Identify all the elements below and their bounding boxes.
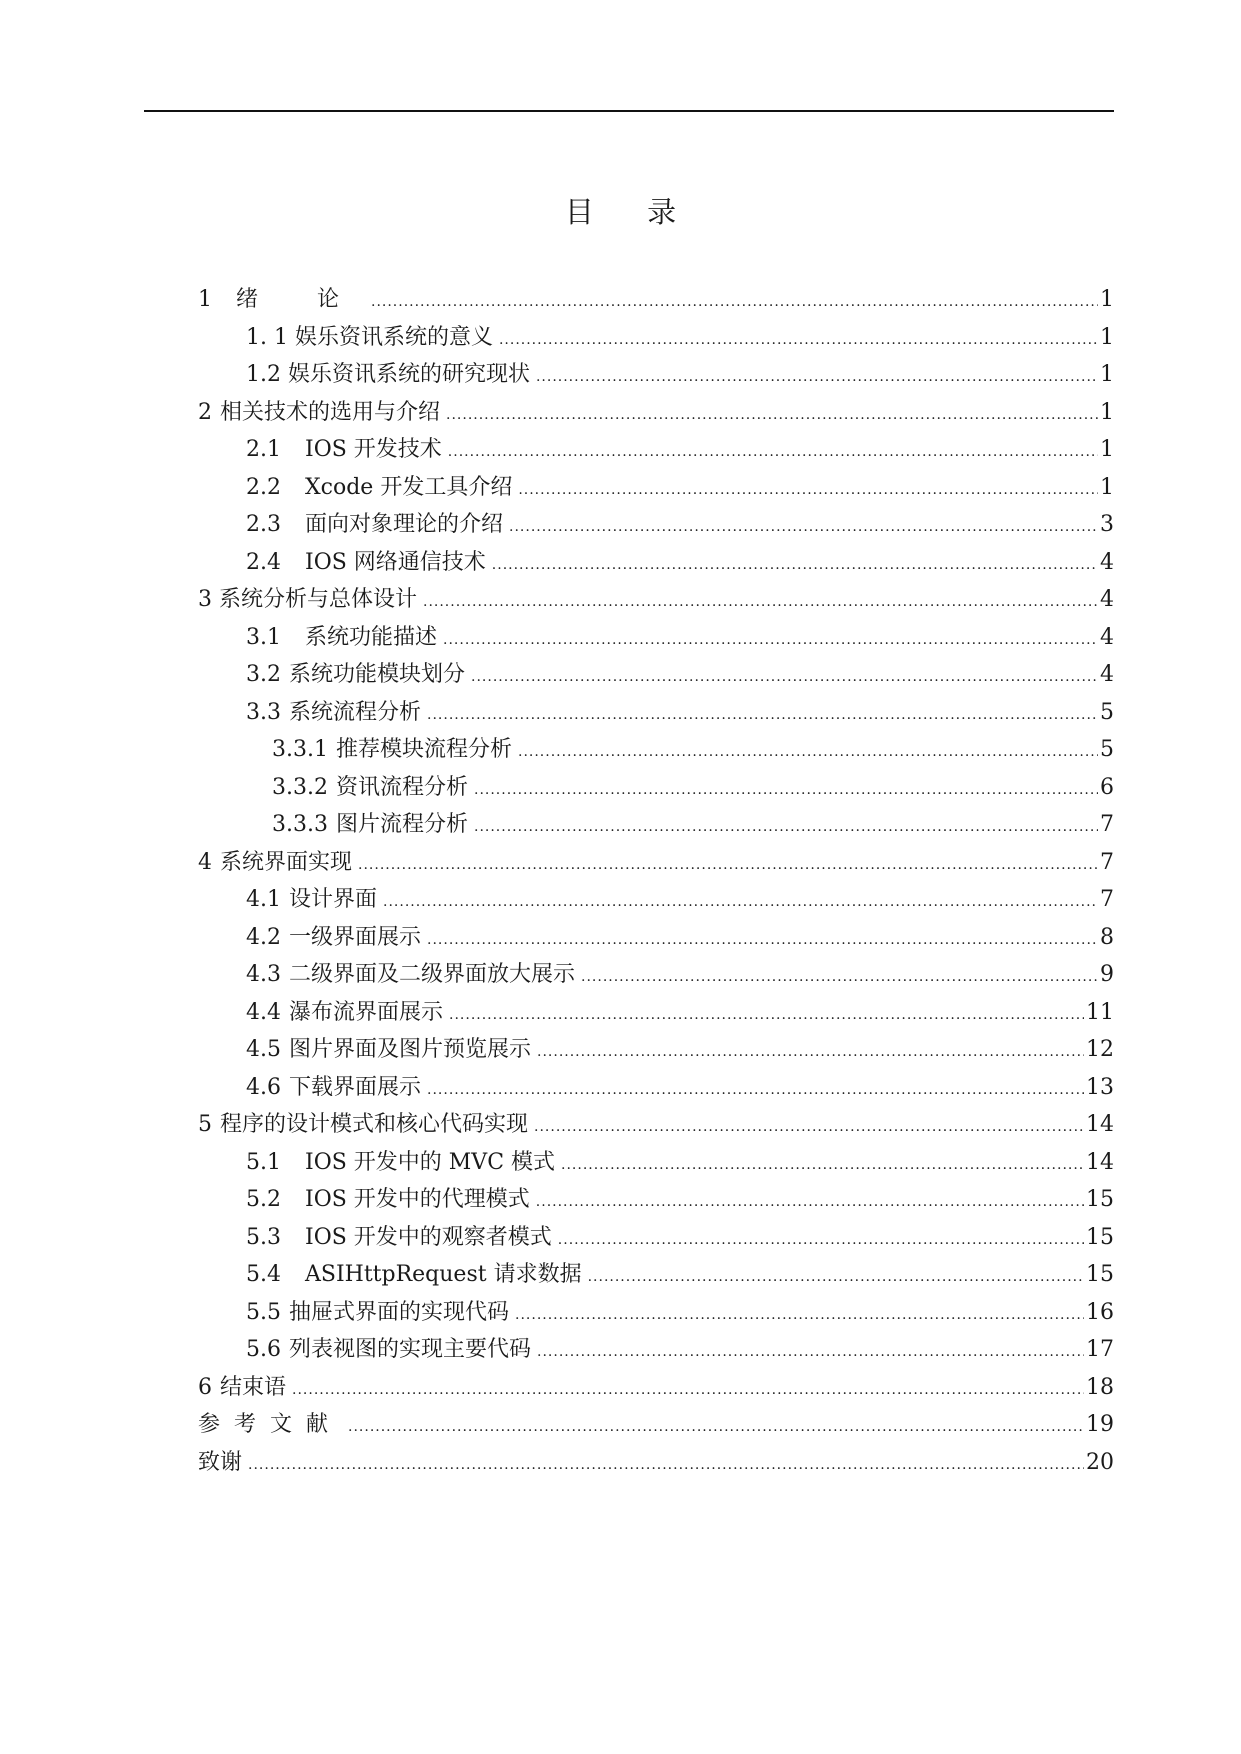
toc-entry-page-number: 18 bbox=[1086, 1374, 1114, 1400]
toc-entry[interactable] bbox=[198, 544, 1114, 582]
toc-entry-page-number: 15 bbox=[1086, 1224, 1114, 1250]
toc-entry[interactable] bbox=[198, 431, 1114, 469]
toc-entry-number: 5.2 bbox=[246, 1187, 281, 1212]
toc-entry-number: 4.3 bbox=[246, 962, 281, 987]
toc-entry[interactable] bbox=[198, 1369, 1114, 1407]
page-title: 目 录 bbox=[564, 195, 699, 229]
toc-entry-label: IOS 开发中的 MVC 模式 bbox=[305, 1149, 556, 1175]
dot-leader bbox=[474, 772, 1098, 807]
toc-entry[interactable] bbox=[198, 1256, 1114, 1294]
toc-entry-label: 抽屉式界面的实现代码 bbox=[289, 1299, 510, 1325]
toc-entry-number: 4.1 bbox=[246, 887, 281, 912]
dot-leader bbox=[536, 1184, 1084, 1219]
toc-entry-label: 致谢 bbox=[198, 1449, 243, 1475]
toc-entry-page-number: 13 bbox=[1086, 1074, 1114, 1100]
toc-entry-label: 下载界面展示 bbox=[289, 1074, 422, 1100]
toc-entry-number: 4.5 bbox=[246, 1037, 281, 1062]
dot-leader bbox=[561, 1147, 1084, 1182]
dot-leader bbox=[536, 359, 1098, 394]
toc-entry-number: 5.6 bbox=[246, 1337, 281, 1362]
dot-leader bbox=[427, 922, 1098, 957]
toc-entry-label: 瀑布流界面展示 bbox=[289, 999, 444, 1025]
dot-leader bbox=[471, 659, 1098, 694]
header-rule bbox=[144, 110, 1114, 112]
toc-entry[interactable] bbox=[198, 581, 1114, 619]
toc-entry-label: 绪 论 bbox=[236, 287, 365, 312]
toc-entry[interactable] bbox=[198, 769, 1114, 807]
toc-entry-page-number: 3 bbox=[1100, 512, 1114, 537]
toc-entry-label: 推荐模块流程分析 bbox=[335, 737, 512, 762]
toc-entry-number: 4.4 bbox=[246, 999, 281, 1025]
dot-leader bbox=[581, 959, 1098, 994]
toc-entry-page-number: 16 bbox=[1086, 1299, 1114, 1325]
toc-entry[interactable] bbox=[198, 619, 1114, 657]
toc-entry-label: 面向对象理论的介绍 bbox=[305, 512, 504, 537]
dot-leader bbox=[292, 1372, 1084, 1407]
toc-entry-page-number: 7 bbox=[1100, 812, 1114, 837]
toc-entry-page-number: 1 bbox=[1100, 287, 1114, 312]
toc-entry-number: 3.3 bbox=[246, 699, 281, 725]
toc-entry-label: 参考文献 bbox=[198, 1412, 343, 1437]
toc-entry-label: Xcode 开发工具介绍 bbox=[305, 474, 513, 500]
toc-entry-page-number: 20 bbox=[1086, 1449, 1114, 1475]
dot-leader bbox=[474, 809, 1098, 844]
toc-entry-page-number: 4 bbox=[1100, 624, 1114, 650]
dot-leader bbox=[248, 1447, 1084, 1482]
toc-entry-number: 3.3.2 bbox=[272, 774, 328, 800]
toc-entry-label: 程序的设计模式和核心代码实现 bbox=[220, 1112, 529, 1137]
toc-entry-number: 2.2 bbox=[246, 474, 281, 500]
toc-entry-page-number: 14 bbox=[1086, 1149, 1114, 1175]
toc-entry-number: 5.5 bbox=[246, 1299, 281, 1325]
toc-entry[interactable] bbox=[198, 281, 1114, 319]
dot-leader bbox=[499, 322, 1098, 357]
dot-leader bbox=[518, 472, 1098, 507]
dot-leader bbox=[558, 1222, 1084, 1257]
toc-entry[interactable] bbox=[198, 956, 1114, 994]
toc-entry-label: 1.2 娱乐资讯系统的研究现状 bbox=[246, 362, 530, 387]
toc-entry[interactable] bbox=[198, 1181, 1114, 1219]
dot-leader bbox=[427, 697, 1098, 732]
dot-leader bbox=[371, 284, 1098, 319]
toc-entry-number: 3.1 bbox=[246, 624, 281, 650]
toc-entry-number: 5.4 bbox=[246, 1262, 281, 1287]
dot-leader bbox=[518, 734, 1098, 769]
toc-entry-page-number: 5 bbox=[1100, 737, 1114, 762]
toc-entry-label: 结束语 bbox=[220, 1374, 287, 1400]
toc-entry-page-number: 5 bbox=[1100, 699, 1114, 725]
toc-entry-label: IOS 开发中的观察者模式 bbox=[305, 1224, 552, 1250]
toc-entry-page-number: 11 bbox=[1086, 999, 1114, 1025]
toc-entry[interactable] bbox=[198, 319, 1114, 357]
toc-entry-number: 3.3.3 bbox=[272, 812, 328, 837]
toc-entry[interactable] bbox=[198, 506, 1114, 544]
toc-entry-page-number: 15 bbox=[1086, 1187, 1114, 1212]
toc-entry-number: 3.2 bbox=[246, 662, 281, 687]
toc-entry-page-number: 19 bbox=[1086, 1412, 1114, 1437]
toc-entry-page-number: 7 bbox=[1100, 849, 1114, 875]
toc-entry-label: 资讯流程分析 bbox=[335, 774, 468, 800]
dot-leader bbox=[534, 1109, 1084, 1144]
toc-entry-page-number: 1 bbox=[1100, 474, 1114, 500]
toc-entry-number: 3.3.1 bbox=[272, 737, 328, 762]
toc-entry[interactable] bbox=[198, 394, 1114, 432]
dot-leader bbox=[446, 397, 1098, 432]
toc-entry[interactable] bbox=[198, 731, 1114, 769]
toc-entry-number: 5.3 bbox=[246, 1224, 281, 1250]
dot-leader bbox=[423, 584, 1098, 619]
toc-entry-page-number: 8 bbox=[1100, 924, 1114, 950]
dot-leader bbox=[348, 1409, 1084, 1444]
toc-entry[interactable] bbox=[198, 1069, 1114, 1107]
toc-entry-number: 4.2 bbox=[246, 924, 281, 950]
toc-entry-page-number: 12 bbox=[1086, 1037, 1114, 1062]
toc-entry[interactable] bbox=[198, 694, 1114, 732]
toc-entry-label: 3 系统分析与总体设计 bbox=[198, 587, 417, 612]
toc-entry[interactable] bbox=[198, 844, 1114, 882]
toc-entry[interactable] bbox=[198, 469, 1114, 507]
toc-entry-label: IOS 开发技术 bbox=[305, 437, 442, 462]
toc-entry-label: 图片界面及图片预览展示 bbox=[289, 1037, 532, 1062]
toc-entry-number: 2 bbox=[198, 399, 212, 425]
dot-leader bbox=[448, 434, 1098, 469]
dot-leader bbox=[449, 997, 1084, 1032]
toc-entry-label: 系统流程分析 bbox=[289, 699, 422, 725]
toc-entry-label: 二级界面及二级界面放大展示 bbox=[289, 962, 576, 987]
toc-entry[interactable] bbox=[198, 919, 1114, 957]
dot-leader bbox=[492, 547, 1098, 582]
toc-entry-label: 列表视图的实现主要代码 bbox=[289, 1337, 532, 1362]
dot-leader bbox=[537, 1034, 1084, 1069]
dot-leader bbox=[537, 1334, 1084, 1369]
toc-entry[interactable] bbox=[198, 1444, 1114, 1482]
toc-entry-number: 5.1 bbox=[246, 1149, 281, 1175]
toc-entry-label: 系统界面实现 bbox=[220, 849, 353, 875]
toc-entry-page-number: 14 bbox=[1086, 1112, 1114, 1137]
toc-entry-label: IOS 开发中的代理模式 bbox=[305, 1187, 530, 1212]
toc-entry[interactable] bbox=[198, 1294, 1114, 1332]
toc-entry-page-number: 4 bbox=[1100, 662, 1114, 687]
toc-entry[interactable] bbox=[198, 881, 1114, 919]
toc-entry[interactable] bbox=[198, 1144, 1114, 1182]
toc-entry-page-number: 9 bbox=[1100, 962, 1114, 987]
toc-entry-label: ASIHttpRequest 请求数据 bbox=[305, 1262, 582, 1287]
toc-entry-label: 系统功能描述 bbox=[305, 624, 438, 650]
toc-entry-label: 图片流程分析 bbox=[335, 812, 468, 837]
toc-entry-page-number: 7 bbox=[1100, 887, 1114, 912]
toc-entry-number: 5 bbox=[198, 1112, 212, 1137]
toc-entry-page-number: 4 bbox=[1100, 587, 1114, 612]
toc-entry-label: IOS 网络通信技术 bbox=[305, 549, 486, 575]
toc-entry-page-number: 1 bbox=[1100, 437, 1114, 462]
toc-entry[interactable] bbox=[198, 656, 1114, 694]
dot-leader bbox=[588, 1259, 1084, 1294]
dot-leader bbox=[427, 1072, 1084, 1107]
toc-entry[interactable] bbox=[198, 1331, 1114, 1369]
toc-entry-label: 1. 1 娱乐资讯系统的意义 bbox=[246, 324, 493, 350]
toc-entry-label: 系统功能模块划分 bbox=[289, 662, 466, 687]
toc-entry-number: 4.6 bbox=[246, 1074, 281, 1100]
toc-entry[interactable] bbox=[198, 1106, 1114, 1144]
toc-entry-page-number: 17 bbox=[1086, 1337, 1114, 1362]
toc-entry[interactable] bbox=[198, 1031, 1114, 1069]
table-of-contents bbox=[198, 281, 1114, 1481]
toc-entry-page-number: 4 bbox=[1100, 549, 1114, 575]
dot-leader bbox=[443, 622, 1098, 657]
toc-entry[interactable] bbox=[198, 806, 1114, 844]
toc-entry-label: 设计界面 bbox=[289, 887, 378, 912]
toc-entry-number: 4 bbox=[198, 849, 212, 875]
dot-leader bbox=[515, 1297, 1084, 1332]
toc-entry-page-number: 1 bbox=[1100, 324, 1114, 350]
toc-entry[interactable] bbox=[198, 1219, 1114, 1257]
dot-leader bbox=[358, 847, 1098, 882]
toc-entry-number: 2.3 bbox=[246, 512, 281, 537]
toc-entry-number: 1 bbox=[198, 287, 212, 312]
toc-entry-label: 一级界面展示 bbox=[289, 924, 422, 950]
dot-leader bbox=[509, 509, 1098, 544]
dot-leader bbox=[383, 884, 1098, 919]
toc-entry-page-number: 1 bbox=[1100, 362, 1114, 387]
toc-entry-number: 2.1 bbox=[246, 437, 281, 462]
toc-entry-page-number: 6 bbox=[1100, 774, 1114, 800]
toc-entry[interactable] bbox=[198, 356, 1114, 394]
toc-entry-page-number: 1 bbox=[1100, 399, 1114, 425]
toc-entry-label: 相关技术的选用与介绍 bbox=[220, 399, 441, 425]
toc-entry-number: 2.4 bbox=[246, 549, 281, 575]
toc-entry[interactable] bbox=[198, 1406, 1114, 1444]
toc-entry-number: 6 bbox=[198, 1374, 212, 1400]
toc-entry[interactable] bbox=[198, 994, 1114, 1032]
toc-entry-page-number: 15 bbox=[1086, 1262, 1114, 1287]
